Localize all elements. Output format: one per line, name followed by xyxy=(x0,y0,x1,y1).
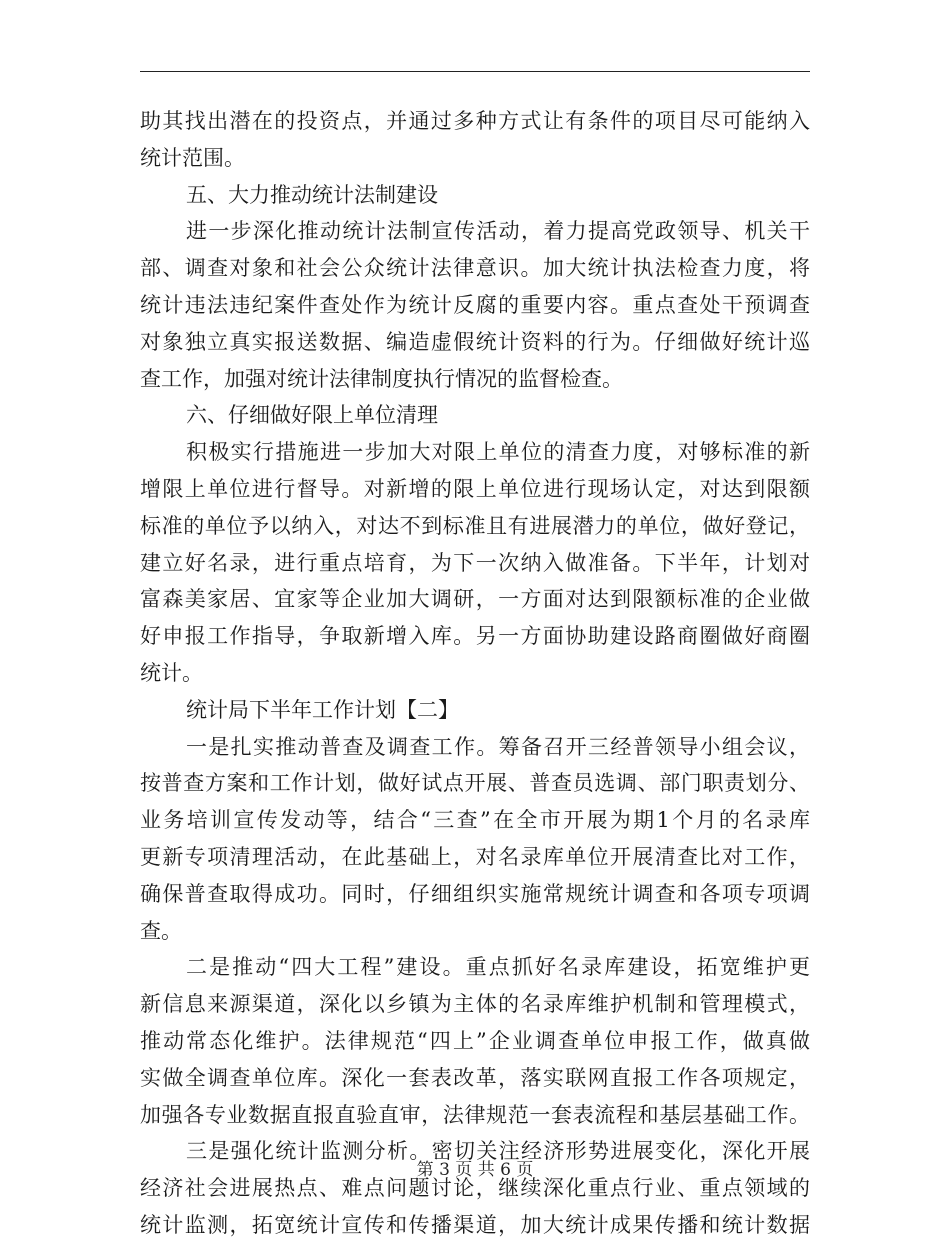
text-line: 更新专项清理活动，在此基础上，对名录库单位开展清查比对工作， xyxy=(140,844,810,869)
text-line: 查工作，加强对统计法律制度执行情况的监督检查。 xyxy=(140,366,623,391)
text-line: 新信息来源渠道，深化以乡镇为主体的名录库维护机制和管理模式， xyxy=(140,992,810,1017)
text-line: 加强各专业数据直报直验直审，法律规范一套表流程和基层基础工作。 xyxy=(140,1102,810,1127)
text-line: 二是推动“四大工程”建设。重点抓好名录库建设，拓宽维护更 xyxy=(186,955,810,980)
text-line: 按普查方案和工作计划，做好试点开展、普查员选调、部门职责划分、 xyxy=(140,771,810,796)
text-line: 业务培训宣传发动等，结合“三查”在全市开展为期1个月的名录库 xyxy=(140,808,810,833)
text-line: 助其找出潜在的投资点，并通过多种方式让有条件的项目尽可能纳入 xyxy=(140,109,810,133)
section-heading: 六、仔细做好限上单位清理 xyxy=(186,403,438,428)
text-line: 积极实行措施进一步加大对限上单位的清查力度，对够标准的新 xyxy=(186,440,810,465)
text-line: 统计范围。 xyxy=(140,145,245,170)
document-body xyxy=(140,103,810,1244)
text-line: 确保普查取得成功。同时，仔细组织实施常规统计调查和各项专项调 xyxy=(140,881,810,906)
text-line: 三是强化统计监测分析。密切关注经济形势进展变化，深化开展 xyxy=(186,1139,810,1164)
text-line: 增限上单位进行督导。对新增的限上单位进行现场认定，对达到限额 xyxy=(140,476,810,501)
page-number: 第 3 页 共 6 页 xyxy=(416,1160,534,1180)
text-line: 一是扎实推动普查及调查工作。筹备召开三经普领导小组会议， xyxy=(186,734,810,759)
text-line: 部、调查对象和社会公众统计法律意识。加大统计执法检查力度，将 xyxy=(140,256,810,281)
text-line: 统计违法违纪案件查处作为统计反腐的重要内容。重点查处干预调查 xyxy=(140,292,810,317)
text-line: 经济社会进展热点、难点问题讨论，继续深化重点行业、重点领域的 xyxy=(140,1176,810,1201)
text-line: 标准的单位予以纳入，对达不到标准且有进展潜力的单位，做好登记， xyxy=(140,513,810,538)
text-line: 富森美家居、宜家等企业加大调研，一方面对达到限额标准的企业做 xyxy=(140,587,810,612)
header-rule xyxy=(140,71,810,72)
section-heading: 五、大力推动统计法制建设 xyxy=(186,182,438,207)
text-line: 好申报工作指导，争取新增入库。另一方面协助建设路商圈做好商圈 xyxy=(140,624,810,649)
section-heading: 统计局下半年工作计划【二】 xyxy=(186,697,459,722)
text-line: 统计监测，拓宽统计宣传和传播渠道，加大统计成果传播和统计数据 xyxy=(140,1212,810,1237)
text-line: 推动常态化维护。法律规范“四上”企业调查单位申报工作，做真做 xyxy=(140,1028,810,1053)
text-line: 实做全调查单位库。深化一套表改革，落实联网直报工作各项规定， xyxy=(140,1065,810,1090)
text-line: 查。 xyxy=(140,918,182,943)
text-line: 统计。 xyxy=(140,660,203,685)
text-line: 建立好名录，进行重点培育，为下一次纳入做准备。下半年，计划对 xyxy=(140,550,810,575)
text-line: 进一步深化推动统计法制宣传活动，着力提高党政领导、机关干 xyxy=(186,219,810,244)
text-line: 对象独立真实报送数据、编造虚假统计资料的行为。仔细做好统计巡 xyxy=(140,329,810,354)
